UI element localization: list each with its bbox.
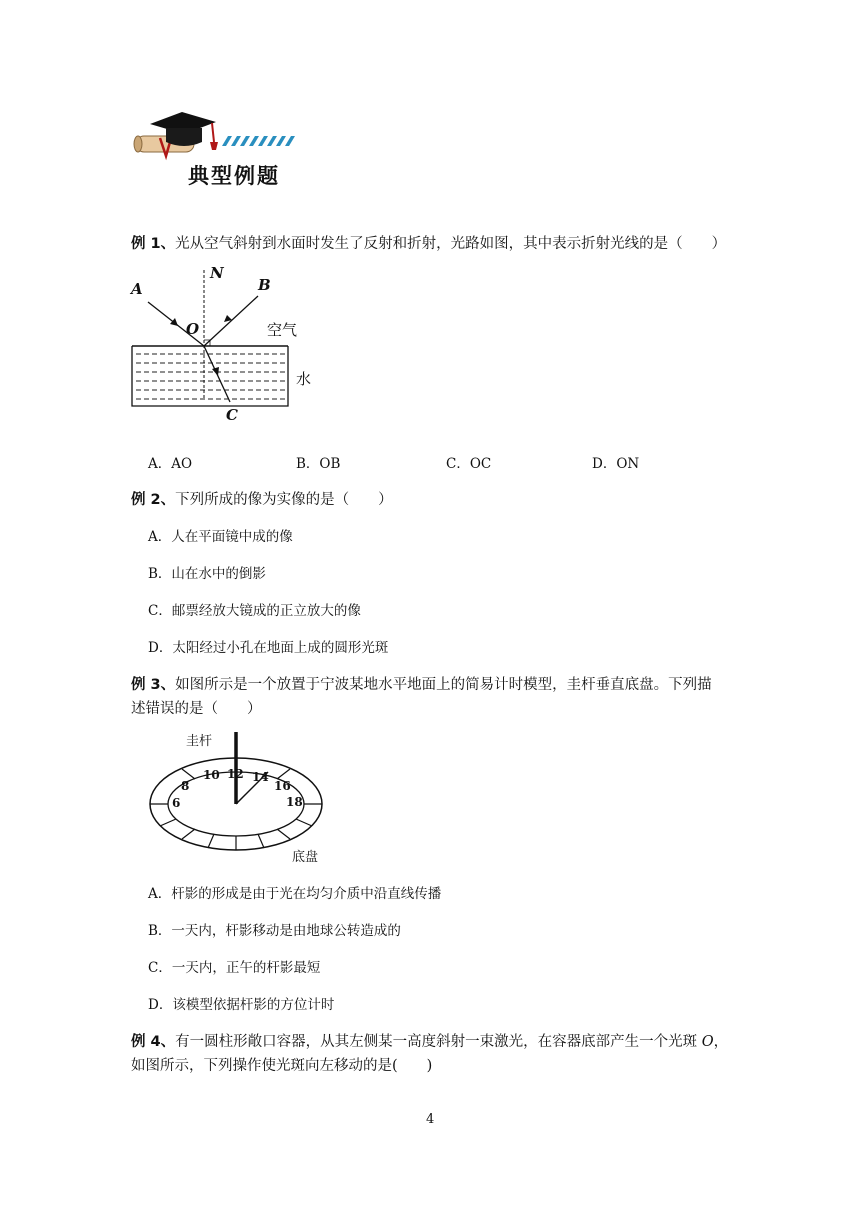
q3-option-a: A．杆影的形成是由于光在均匀介质中沿直线传播 [148,886,442,902]
label-B: B [258,276,271,294]
question-4-line2: 如图所示，下列操作使光斑向左移动的是( ) [131,1058,433,1074]
q3-option-d: D．该模型依据杆影的方位计时 [148,997,335,1013]
dial-number-6: 6 [172,796,181,810]
question-3 [131,673,712,694]
question-2 [131,488,393,509]
label-water: 水 [296,370,312,388]
q3-sundial-diagram [146,728,330,864]
q1-option-b: B．OB [296,456,341,472]
point-label-o: O [701,1034,714,1050]
question-1 [131,232,726,253]
question-number: 例 1、 [131,236,176,252]
q1-diagram [126,262,316,430]
dial-number-18: 18 [286,795,303,809]
header-title: 典型例题 [188,164,280,188]
q1-option-d: D．ON [592,456,640,472]
q2-option-a: A．人在平面镜中成的像 [148,529,293,545]
question-number: 例 2、 [131,492,176,508]
q1-option-c: C．OC [446,456,492,472]
question-text: 光从空气斜射到水面时发生了反射和折射，光路如图，其中表示折射光线的是（ ） [175,236,727,252]
q1-option-a: A．AO [148,456,193,472]
question-number: 例 4、 [131,1034,176,1050]
q2-option-c: C．邮票经放大镜成的正立放大的像 [148,603,361,619]
label-O: O [186,320,200,338]
label-N: N [210,264,224,282]
dial-number-12: 12 [227,767,244,781]
question-4 [131,1030,728,1051]
label-base: 底盘 [292,850,319,865]
question-number: 例 3、 [131,677,176,693]
q2-option-b: B．山在水中的倒影 [148,566,266,582]
dial-number-8: 8 [181,779,190,793]
question-text: 下列所成的像为实像的是（ ） [175,492,393,508]
label-A: A [131,280,143,298]
question-3-line2: 述错误的是（ ） [131,701,262,717]
page-number: 4 [426,1112,435,1127]
question-text: 如图所示是一个放置于宁波某地水平地面上的简易计时模型，圭杆垂直底盘。下列描 [175,677,712,693]
header-logo [130,108,300,188]
question-text: 有一圆柱形敞口容器，从其左侧某一高度斜射一束激光，在容器底部产生一个光斑 [175,1034,702,1050]
question-text-end: ， [713,1034,729,1050]
dial-number-10: 10 [203,768,220,782]
label-C: C [226,406,238,424]
label-air: 空气 [267,321,298,339]
q2-option-d: D．太阳经过小孔在地面上成的圆形光斑 [148,640,389,656]
dial-number-14: 14 [252,770,269,784]
label-gnomon: 圭杆 [186,734,213,749]
q3-option-b: B．一天内，杆影移动是由地球公转造成的 [148,923,401,939]
dial-number-16: 16 [274,779,291,793]
q3-option-c: C．一天内，正午的杆影最短 [148,960,321,976]
